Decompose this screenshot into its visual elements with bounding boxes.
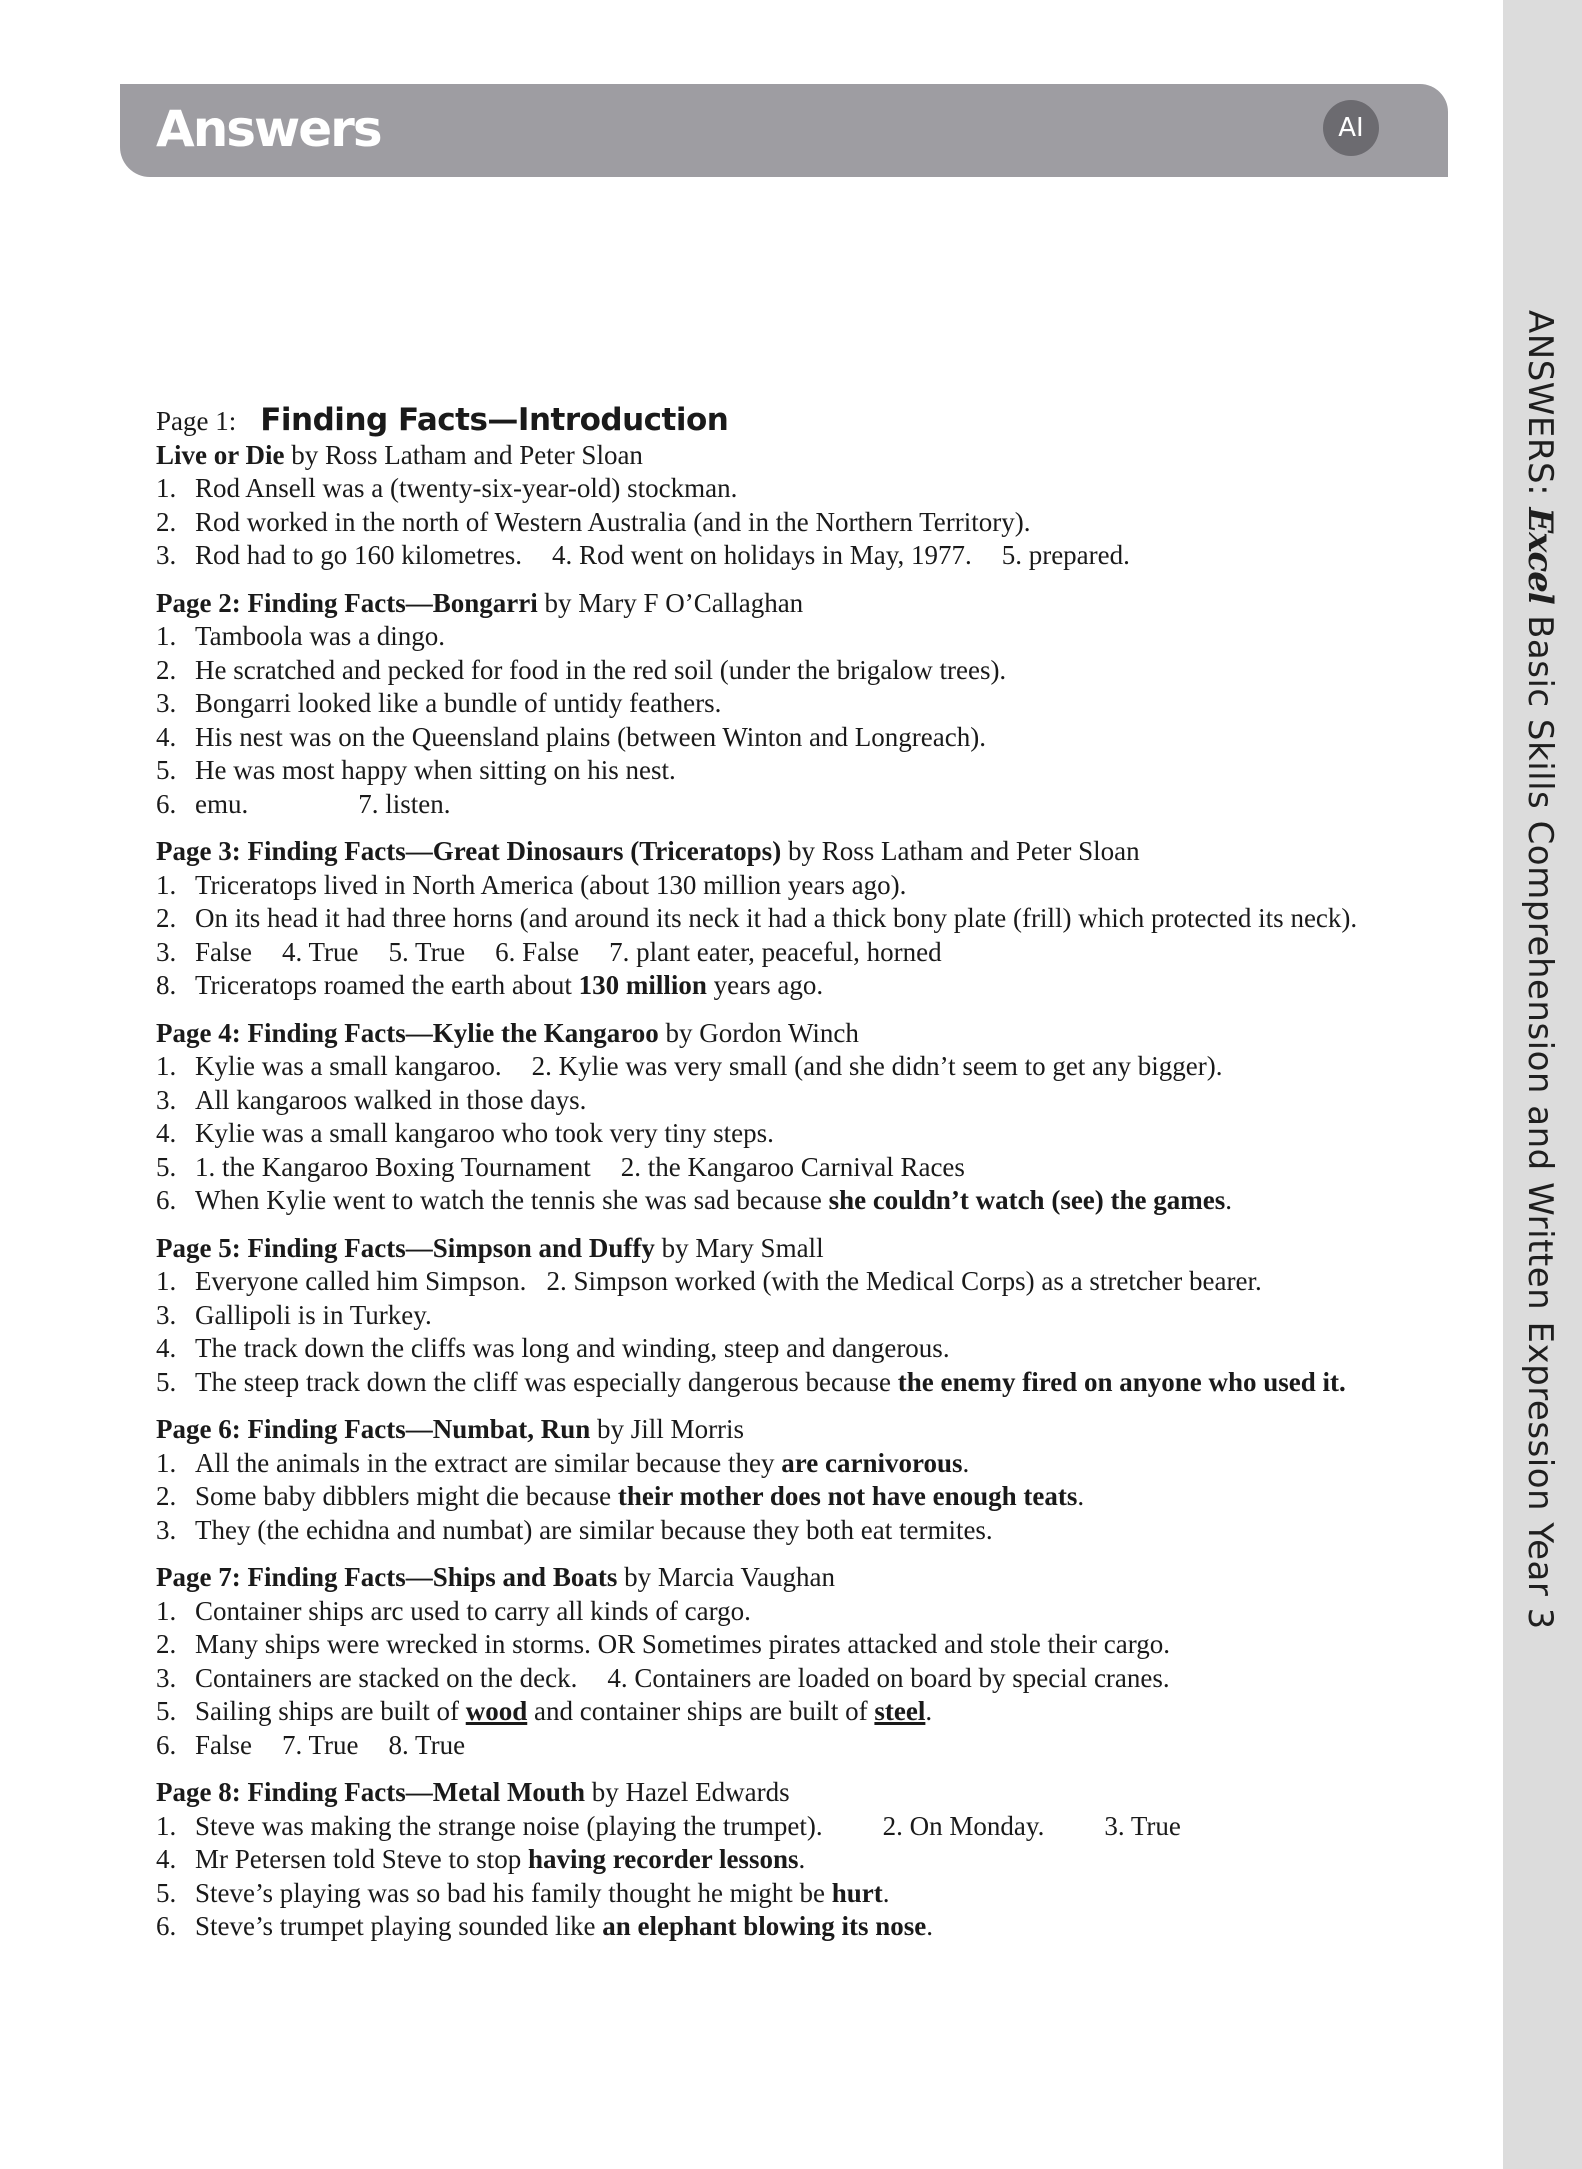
answer-text: Rod worked in the north of Western Australia (and in the Northern Territory). [195,506,1031,537]
answer-text: False [195,936,252,967]
source-author: by Mary Small [654,1232,824,1263]
answer-item [156,936,1406,970]
page-ref: Page 8: [156,1777,241,1807]
answer-item [156,1843,1406,1877]
answer-text: 5. prepared. [1001,540,1130,570]
answer-number: 4. [156,1118,177,1148]
answer-text: On its head it had three horns (and around its neck it had a thick bony plate (frill) which protected its neck). [195,903,1358,933]
answer-number: 5. [156,1151,177,1182]
answer-text: Rod had to go 160 kilometres. [195,540,522,570]
answer-item [156,1366,1406,1400]
answer-number: 2. [156,506,177,537]
answer-number: 1. [156,1447,177,1478]
answer-item [156,472,1406,506]
answer-text: The track down the cliffs was long and winding, steep and dangerous. [195,1333,950,1363]
answer-text: 2. Simpson worked (with the Medical Corps) as a stretcher bearer. [546,1266,1262,1296]
answer-text: Bongarri looked like a bundle of untidy feathers. [195,688,722,718]
answer-number: 4. [156,1844,177,1874]
answer-item [156,1729,1406,1763]
page-ref: Page 7: [156,1562,241,1592]
answer-text: 4. Containers are loaded on board by special cranes. [607,1662,1170,1693]
answer-text: Some baby dibblers might die because [195,1481,618,1511]
answer-item [156,1084,1406,1118]
book-title-prefix: ANSWERS: [1520,310,1560,497]
answer-text: 6. False [495,936,580,967]
answer-item [156,687,1406,721]
answer-text: 1. the Kangaroo Boxing Tournament [195,1151,591,1182]
answer-text: . [798,1844,806,1874]
answer-number: 5. [156,1366,177,1397]
answer-number: 1. [156,1810,177,1841]
answer-text: 2. the Kangaroo Carnival Races [620,1151,965,1182]
answer-item [156,754,1406,788]
answer-item [156,1877,1406,1911]
answer-key-phrase: 130 million [578,970,707,1000]
page-ref: Page 5: [156,1232,241,1263]
answer-number: 6. [156,788,177,819]
answer-number: 6. [156,1911,177,1941]
section-title: Finding Facts—Introduction [260,402,729,438]
answer-item [156,1810,1406,1844]
header-bar [120,84,1448,177]
answer-section-page-8 [156,1776,1406,1944]
answer-item [156,902,1406,936]
answer-number: 1. [156,869,177,900]
answer-text: The steep track down the cliff was especially dangerous because [195,1366,898,1397]
answer-text: All the animals in the extract are similar because they [195,1447,782,1478]
answer-number: 3. [156,1299,177,1330]
section-heading [156,1413,1406,1447]
answer-text: They (the echidna and numbat) are similar because they both eat termites. [195,1514,993,1545]
answer-number: 6. [156,1185,177,1215]
answer-item [156,1447,1406,1481]
answer-number: 2. [156,1481,177,1511]
answer-text: His nest was on the Queensland plains (between Winton and Longreach). [195,721,986,752]
answer-number: 1. [156,1595,177,1626]
book-title [1520,310,1560,1630]
answer-key-phrase: hurt [831,1877,883,1908]
answer-number: 4. [156,1333,177,1363]
answer-number: 1. [156,1051,177,1081]
answer-text: False [195,1729,252,1760]
section-title: Finding Facts—Kylie the Kangaroo [247,1017,659,1048]
answer-key-word: wood [465,1696,528,1726]
source-author: by Marcia Vaughan [617,1562,836,1592]
page-ref: Page 1: [156,406,237,436]
section-heading [156,835,1406,869]
section-heading [156,404,1406,439]
answer-text: Tamboola was a dingo. [195,621,446,651]
answer-text: . [925,1696,933,1726]
answer-text: 8. True [388,1729,466,1760]
answer-text: . [1339,1366,1346,1397]
answer-item [156,1662,1406,1696]
sidebar-running-title [1503,0,1582,2169]
answer-section-page-3 [156,835,1406,1003]
section-title: Finding Facts—Great Dinosaurs (Triceratops) [247,836,782,866]
answer-item [156,721,1406,755]
answer-text: 4. True [282,936,359,967]
answer-number: 1. [156,1266,177,1296]
answer-number: 1. [156,621,177,651]
source-author: by Hazel Edwards [584,1777,790,1807]
answer-number: 3. [156,1084,177,1115]
answer-text: He was most happy when sitting on his nest. [195,755,676,785]
answer-item [156,1514,1406,1548]
answer-number: 3. [156,688,177,718]
source-line [156,439,1406,473]
answer-item [156,1595,1406,1629]
answer-section-page-6 [156,1413,1406,1547]
answer-item [156,869,1406,903]
answer-section-page-2 [156,587,1406,822]
source-author: by Ross Latham and Peter Sloan [284,439,643,470]
answer-text: years ago. [706,970,824,1000]
answer-key-phrase: having recorder lessons [527,1844,799,1874]
answer-text: Steve’s playing was so bad his family thought he might be [195,1877,832,1908]
section-heading [156,1232,1406,1266]
page-ref: Page 6: [156,1414,241,1444]
answer-text: All kangaroos walked in those days. [195,1084,587,1115]
section-heading [156,587,1406,621]
answer-item [156,1910,1406,1944]
answer-text: 3. True [1104,1810,1181,1841]
answer-section-page-5 [156,1232,1406,1400]
section-title: Finding Facts—Numbat, Run [247,1414,591,1444]
answer-item [156,788,1406,822]
answer-item [156,1628,1406,1662]
source-author: by Mary F O’Callaghan [537,587,804,618]
answer-number: 8. [156,970,177,1000]
answer-item [156,1695,1406,1729]
answer-text: 7. plant eater, peaceful, horned [609,936,942,967]
answer-text: . [882,1877,890,1908]
section-heading [156,1776,1406,1810]
answer-number: 6. [156,1729,177,1760]
answer-item [156,969,1406,1003]
answer-section-page-4 [156,1017,1406,1218]
answer-number: 3. [156,1662,177,1693]
page-ref: Page 2: [156,587,241,618]
book-title-text: Basic Skills Comprehension and Written Expression Year 3 [1520,615,1560,1630]
source-author: by Jill Morris [590,1414,745,1444]
answer-item [156,1265,1406,1299]
answer-number: 3. [156,1514,177,1545]
section-heading [156,1561,1406,1595]
answer-text: 2. Kylie was very small (and she didn’t seem to get any bigger). [531,1051,1223,1081]
answer-text: Steve’s trumpet playing sounded like [195,1911,603,1941]
answer-key-phrase: their mother does not have enough teats [617,1481,1078,1511]
page-ref: Page 3: [156,836,241,866]
answer-text: Kylie was a small kangaroo. [195,1051,502,1081]
page-title: Answers [156,100,381,158]
answer-text: 7. listen. [358,788,451,819]
section-title: Finding Facts—Ships and Boats [247,1562,618,1592]
answer-item [156,1184,1406,1218]
answer-text: Many ships were wrecked in storms. OR Sometimes pirates attacked and stole their cargo. [195,1629,1171,1659]
answer-text: emu. [195,788,249,819]
answer-text: 2. On Monday. [882,1810,1045,1841]
answer-item [156,1299,1406,1333]
answer-text: Sailing ships are built of [195,1696,466,1726]
answer-key-phrase: she couldn’t watch (see) the games [828,1185,1226,1215]
answer-number: 5. [156,755,177,785]
answer-number: 5. [156,1696,177,1726]
answer-text: Gallipoli is in Turkey. [195,1299,432,1330]
answer-text: He scratched and pecked for food in the red soil (under the brigalow trees). [195,654,1007,685]
answer-text: . [1077,1481,1085,1511]
answer-text: Container ships arc used to carry all kinds of cargo. [195,1595,751,1626]
answer-text: Triceratops roamed the earth about [195,970,579,1000]
section-title: Finding Facts—Bongarri [247,587,538,618]
page-ref: Page 4: [156,1017,241,1048]
answer-text: 4. Rod went on holidays in May, 1977. [551,540,972,570]
answer-text: When Kylie went to watch the tennis she was sad because [195,1185,829,1215]
answer-text: Everyone called him Simpson. [195,1266,527,1296]
section-badge: AI [1323,100,1379,156]
answer-text: Containers are stacked on the deck. [195,1662,578,1693]
answer-text: Steve was making the strange noise (playing the trumpet). [195,1810,823,1841]
answer-text: . [1225,1185,1233,1215]
answer-key-phrase: are carnivorous [781,1447,963,1478]
answer-key-phrase: an elephant blowing its nose [602,1911,927,1941]
source-author: by Gordon Winch [658,1017,859,1048]
answers-content [156,404,1406,1958]
answer-text: Kylie was a small kangaroo who took very tiny steps. [195,1118,774,1148]
answer-item [156,1332,1406,1366]
answer-item [156,654,1406,688]
answer-item [156,620,1406,654]
source-title: Live or Die [156,439,285,470]
section-title: Finding Facts—Metal Mouth [247,1777,585,1807]
answer-text: Triceratops lived in North America (about 130 million years ago). [195,869,907,900]
answer-number: 3. [156,936,177,967]
answer-text: Mr Petersen told Steve to stop [195,1844,528,1874]
answer-item [156,1117,1406,1151]
answer-key-phrase: the enemy fired on anyone who used it [897,1366,1340,1397]
answer-item [156,506,1406,540]
answer-item [156,1050,1406,1084]
answer-section-page-1 [156,404,1406,573]
answer-number: 2. [156,1629,177,1659]
section-heading [156,1017,1406,1051]
answer-text: . [926,1911,934,1941]
answer-text: 5. True [388,936,466,967]
answer-text: Rod Ansell was a (twenty-six-year-old) stockman. [195,473,738,503]
answer-item [156,1480,1406,1514]
section-title: Finding Facts—Simpson and Duffy [247,1232,655,1263]
answer-text: 7. True [282,1729,359,1760]
answer-item [156,1151,1406,1185]
answer-number: 2. [156,903,177,933]
answer-number: 5. [156,1877,177,1908]
answer-number: 4. [156,721,177,752]
answer-item [156,539,1406,573]
book-brand: Excel [1520,507,1560,604]
answer-number: 3. [156,540,177,570]
answer-text: . [962,1447,970,1478]
answer-number: 2. [156,654,177,685]
answer-key-word: steel [874,1696,926,1726]
source-author: by Ross Latham and Peter Sloan [781,836,1140,866]
answer-section-page-7 [156,1561,1406,1762]
answer-text: and container ships are built of [527,1696,875,1726]
answer-number: 1. [156,473,177,503]
